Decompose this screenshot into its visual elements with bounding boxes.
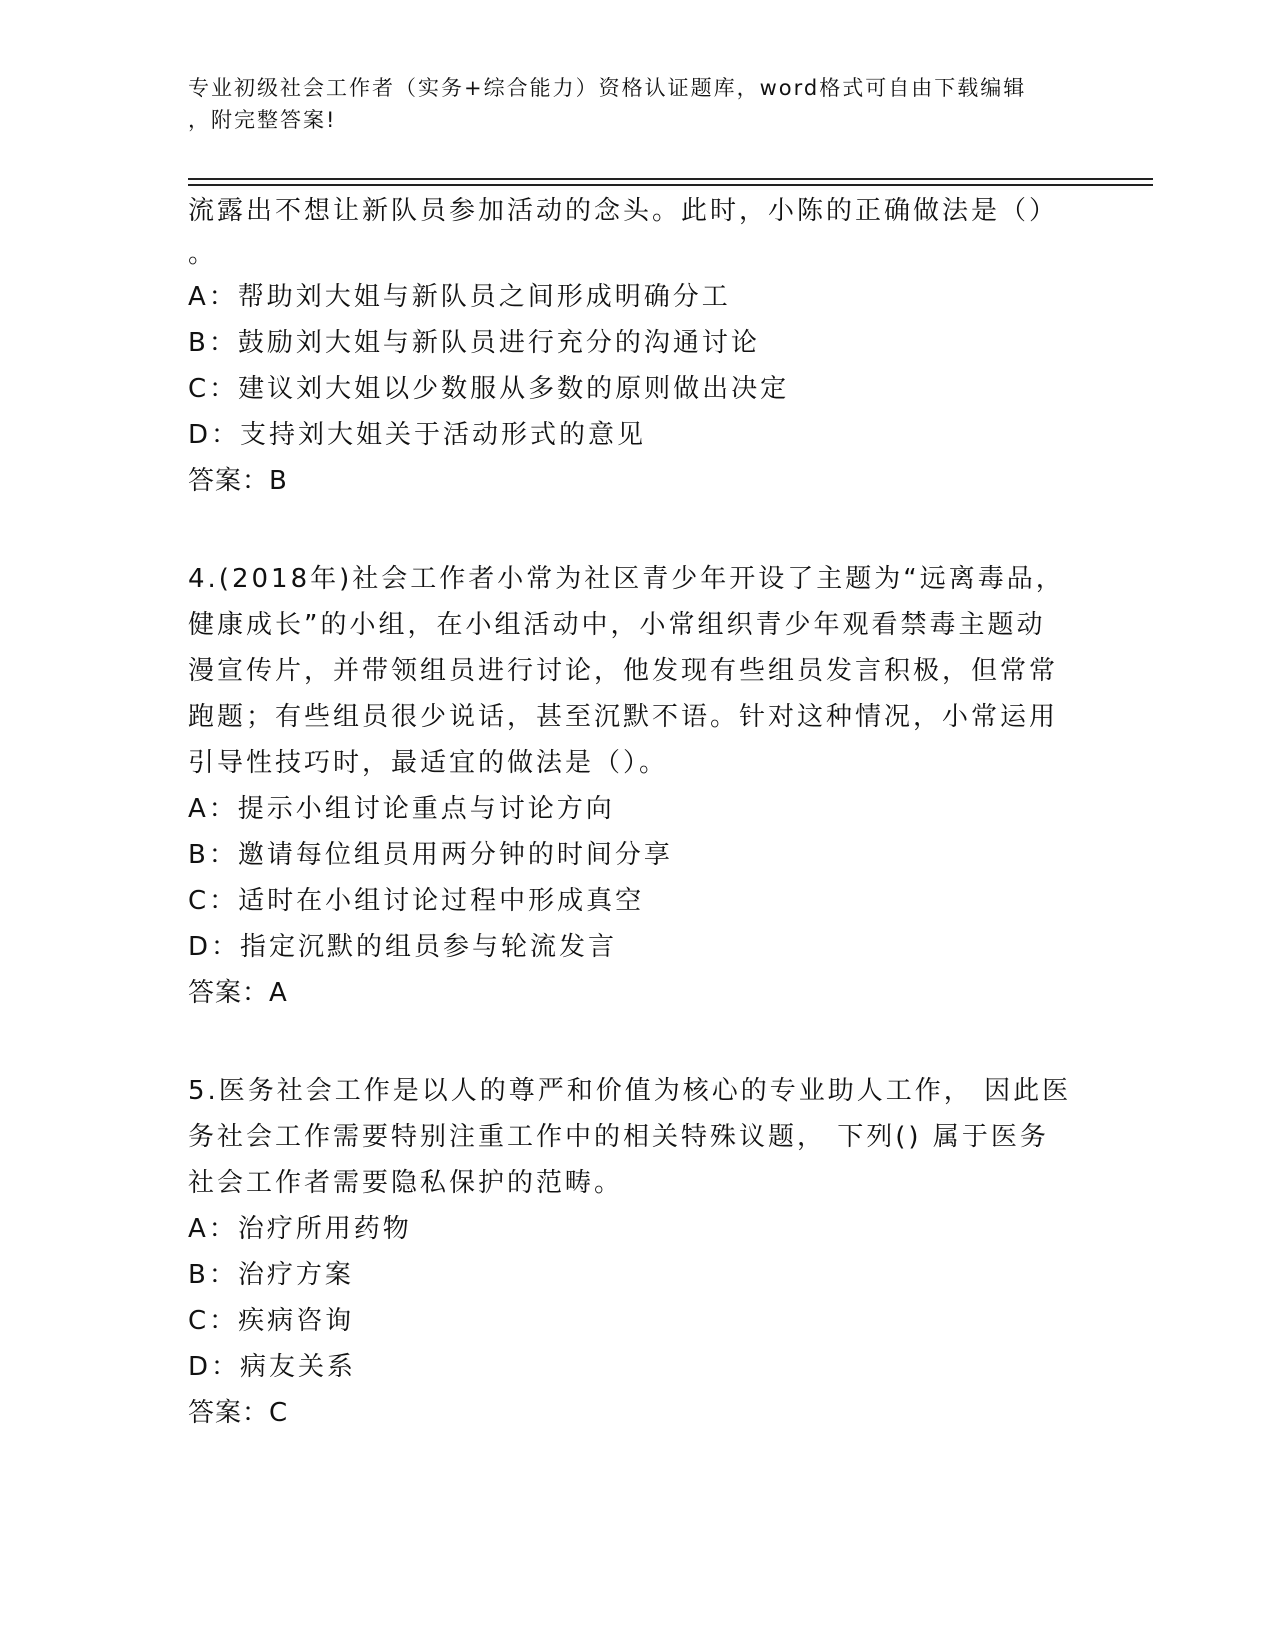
option-c: C：适时在小组讨论过程中形成真空 bbox=[188, 886, 645, 916]
option-c: C：建议刘大姐以少数服从多数的原则做出决定 bbox=[188, 374, 790, 404]
question-text-line: 务社会工作需要特别注重工作中的相关特殊议题， 下列() 属于医务 bbox=[188, 1122, 1049, 1152]
question-text-line: 流露出不想让新队员参加活动的念头。此时，小陈的正确做法是（） bbox=[188, 196, 1059, 226]
option-d: D：指定沉默的组员参与轮流发言 bbox=[188, 932, 618, 962]
question-text-line: 。 bbox=[188, 239, 218, 269]
question-3 bbox=[188, 188, 1068, 504]
option-a: A：帮助刘大姐与新队员之间形成明确分工 bbox=[188, 282, 731, 312]
answer-line: 答案：A bbox=[188, 978, 288, 1008]
option-b: B：治疗方案 bbox=[188, 1260, 354, 1290]
question-text-line: 5.医务社会工作是以人的尊严和价值为核心的专业助人工作， 因此医 bbox=[188, 1076, 1072, 1106]
option-d: D：支持刘大姐关于活动形式的意见 bbox=[188, 420, 647, 450]
question-5 bbox=[188, 1068, 1072, 1436]
option-b: B：邀请每位组员用两分钟的时间分享 bbox=[188, 840, 673, 870]
document-body bbox=[188, 188, 1072, 1436]
option-a: A：治疗所用药物 bbox=[188, 1214, 412, 1244]
header-title-line-2: ，附完整答案! bbox=[188, 108, 337, 132]
answer-line: 答案：C bbox=[188, 1398, 289, 1428]
option-a: A：提示小组讨论重点与讨论方向 bbox=[188, 794, 615, 824]
question-text-line: 健康成长”的小组，在小组活动中，小常组织青少年观看禁毒主题动 bbox=[188, 610, 1046, 640]
header-divider-top bbox=[188, 178, 1153, 180]
question-text-line: 引导性技巧时，最适宜的做法是（）。 bbox=[188, 748, 669, 778]
question-text-line: 跑题；有些组员很少说话，甚至沉默不语。针对这种情况，小常运用 bbox=[188, 702, 1059, 732]
header-divider-bottom bbox=[188, 184, 1153, 186]
question-text-line: 4.(2018年)社会工作者小常为社区青少年开设了主题为“远离毒品， bbox=[188, 564, 1065, 594]
document-header bbox=[188, 72, 1088, 136]
option-d: D：病友关系 bbox=[188, 1352, 357, 1382]
question-4 bbox=[188, 556, 1068, 1016]
question-text-line: 漫宣传片，并带领组员进行讨论，他发现有些组员发言积极，但常常 bbox=[188, 656, 1059, 686]
option-b: B：鼓励刘大姐与新队员进行充分的沟通讨论 bbox=[188, 328, 760, 358]
header-title-line-1: 专业初级社会工作者（实务+综合能力）资格认证题库，word格式可自由下载编辑 bbox=[188, 76, 1027, 100]
option-c: C：疾病咨询 bbox=[188, 1306, 355, 1336]
question-text-line: 社会工作者需要隐私保护的范畴。 bbox=[188, 1168, 624, 1198]
answer-line: 答案：B bbox=[188, 466, 288, 496]
